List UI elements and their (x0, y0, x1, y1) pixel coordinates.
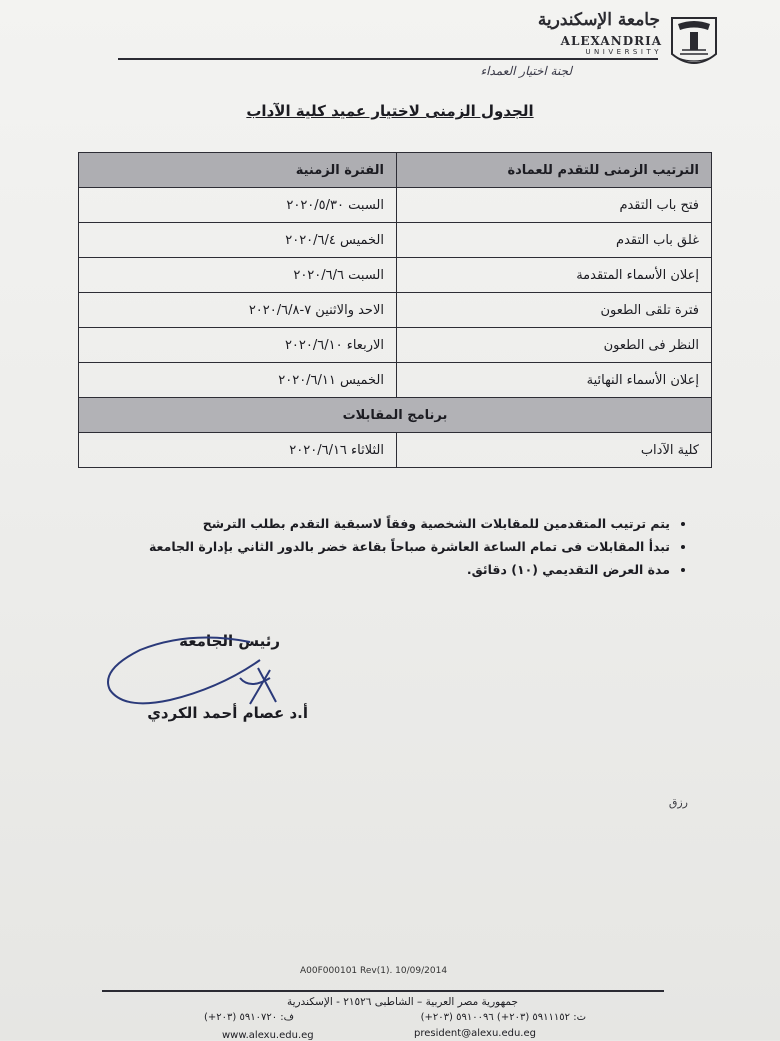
table-cell-date: السبت ٢٠٢٠/٥/٣٠ (79, 188, 397, 223)
table-row (79, 258, 712, 293)
table-section-row (79, 398, 712, 433)
table-cell-item: النظر فى الطعون (397, 328, 712, 363)
table-header-row (79, 153, 712, 188)
table-cell-item: فترة تلقى الطعون (397, 293, 712, 328)
table-cell-date: الاربعاء ٢٠٢٠/٦/١٠ (79, 328, 397, 363)
table-cell-item: إعلان الأسماء النهائية (397, 363, 712, 398)
footer-address: جمهورية مصر العربية – الشاطبى ٢١٥٢٦ - الإسكندرية (286, 996, 518, 1008)
handwritten-initials: رزق (668, 796, 688, 809)
table-cell-date: الاحد والاثنين ٧-٢٠٢٠/٦/٨ (79, 293, 397, 328)
table-row (79, 328, 712, 363)
university-logo-icon (668, 14, 720, 72)
table-cell-date: الثلاثاء ٢٠٢٠/٦/١٦ (79, 433, 397, 468)
university-subtitle-english: UNIVERSITY (585, 48, 662, 56)
signatory-name: أ.د عصام أحمد الكردي (147, 704, 308, 722)
footer-fax: ف: ٥٩١٠٧٢٠ (٢٠٣+) (203, 1012, 294, 1023)
table-cell-item: غلق باب التقدم (397, 223, 712, 258)
header-divider (118, 58, 658, 60)
document-title: الجدول الزمنى لاختيار عميد كلية الآداب (246, 102, 534, 120)
table-row (79, 433, 712, 468)
university-name-english: ALEXANDRIA (560, 34, 662, 48)
list-item: • يتم ترتيب المتقدمين للمقابلات الشخصية وفقاً لاسبقية التقدم بطلب الترشح (149, 516, 670, 531)
university-name-arabic: جامعة الإسكندرية (537, 10, 660, 30)
schedule-table (78, 152, 712, 468)
table-row (79, 293, 712, 328)
section-header-interviews: برنامج المقابلات (79, 398, 712, 433)
column-header-period: الفترة الزمنية (79, 153, 397, 188)
table-row (79, 188, 712, 223)
table-cell-item: كلية الآداب (397, 433, 712, 468)
footer-website-link[interactable]: www.alexu.edu.eg (222, 1030, 314, 1041)
notes-list (149, 516, 688, 585)
footer-email-link[interactable]: president@alexu.edu.eg (414, 1028, 536, 1039)
list-item: • مدة العرض التقديمي (١٠) دقائق. (149, 562, 670, 577)
table-cell-date: الخميس ٢٠٢٠/٦/٤ (79, 223, 397, 258)
column-header-step: الترتيب الزمنى للتقدم للعمادة (397, 153, 712, 188)
table-row (79, 363, 712, 398)
committee-handwritten: لجنة اختيار العمداء (480, 64, 572, 78)
table-cell-date: الخميس ٢٠٢٠/٦/١١ (79, 363, 397, 398)
footer-telephone: ت: ٥٩١١١٥٢ (٢٠٣+) ٥٩١٠٠٩٦ (٢٠٣+) (420, 1012, 586, 1023)
footer-divider (102, 990, 664, 992)
document-code: A00F000101 Rev(1). 10/09/2014 (300, 966, 448, 976)
signatory-title: رئيس الجامعة (179, 632, 280, 650)
table-cell-item: فتح باب التقدم (397, 188, 712, 223)
table-row (79, 223, 712, 258)
table-cell-date: السبت ٢٠٢٠/٦/٦ (79, 258, 397, 293)
table-cell-item: إعلان الأسماء المتقدمة (397, 258, 712, 293)
list-item: • تبدأ المقابلات فى تمام الساعة العاشرة صباحاً بقاعة خضر بالدور الثاني بإدارة الجامعة (149, 539, 670, 554)
